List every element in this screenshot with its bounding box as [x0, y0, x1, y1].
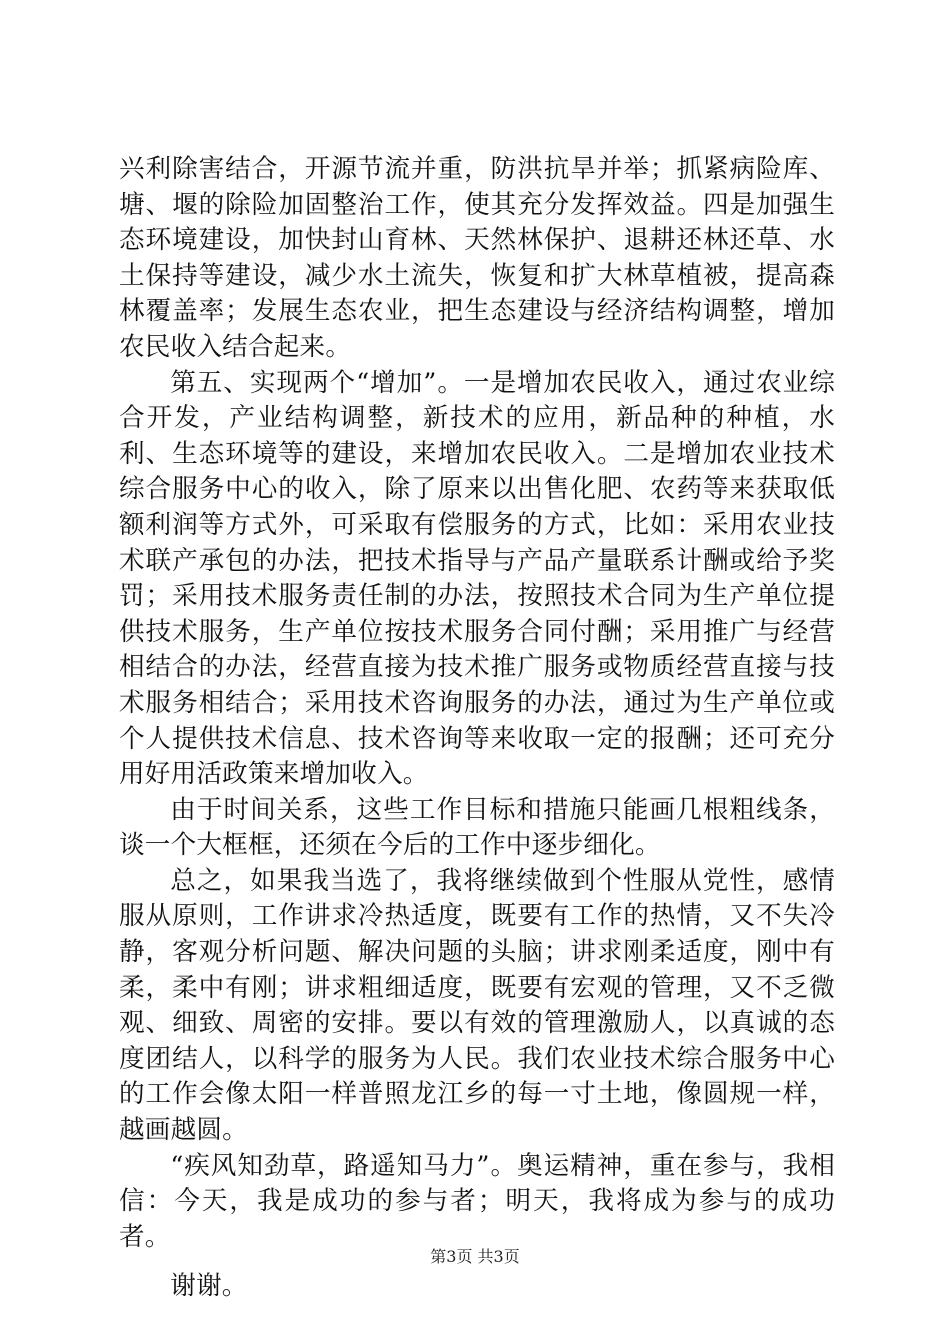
document-body [119, 152, 835, 1305]
page-footer: 第3页 共3页 [430, 1247, 520, 1266]
paragraph-quote: “疾风知劲草，路遥知马力”。奥运精神，重在参与，我相信：今天，我是成功的参与者；明天，我将成为参与的成功者。 [119, 1150, 835, 1252]
paragraph-continuation: 兴利除害结合，开源节流并重，防洪抗旱并举；抓紧病险库、塘、堰的除险加固整治工作，使其充分发挥效益。四是加强生态环境建设，加快封山育林、天然林保护、退耕还林还草、水土保持等建设，减少水土流失，恢复和扩大林草植被，提高森林覆盖率；发展生态农业，把生态建设与经济结构调整，增加农民收入结合起来。 [119, 154, 835, 362]
paragraph-point-five: 第五、实现两个“增加”。一是增加农民收入，通过农业综合开发，产业结构调整，新技术的应用，新品种的种植，水利、生态环境等的建设，来增加农民收入。二是增加农业技术综合服务中心的收入，除了原来以出售化肥、农药等来获取低额利润等方式外，可采取有偿服务的方式，比如：采用农业技术联产承包的办法，把技术指导与产品产量联系计酬或给予奖罚；采用技术服务责任制的办法，按照技术合同为生产单位提供技术服务，生产单位按技术服务合同付酬；采用推广与经营相结合的办法，经营直接为技术推广服务或物质经营直接与技术服务相结合；采用技术咨询服务的办法，通过为生产单位或个人提供技术信息、技术咨询等来收取一定的报酬；还可充分用好用活政策来增加收入。 [119, 367, 835, 790]
paragraph-conclusion: 总之，如果我当选了，我将继续做到个性服从党性，感情服从原则，工作讲求冷热适度，既要有工作的热情，又不失冷静，客观分析问题、解决问题的头脑；讲求刚柔适度，刚中有柔，柔中有刚；讲求粗细适度，既要有宏观的管理，又不乏微观、细致、周密的安排。要以有效的管理激励人，以真诚的态度团结人，以科学的服务为人民。我们农业技术综合服务中心的工作会像太阳一样普照龙江乡的每一寸土地，像圆规一样，越画越圆。 [119, 865, 835, 1146]
paragraph-time-note: 由于时间关系，这些工作目标和措施只能画几根粗线条，谈一个大框框，还须在今后的工作中逐步细化。 [119, 794, 835, 861]
paragraph-thanks: 谢谢。 [170, 1271, 248, 1302]
